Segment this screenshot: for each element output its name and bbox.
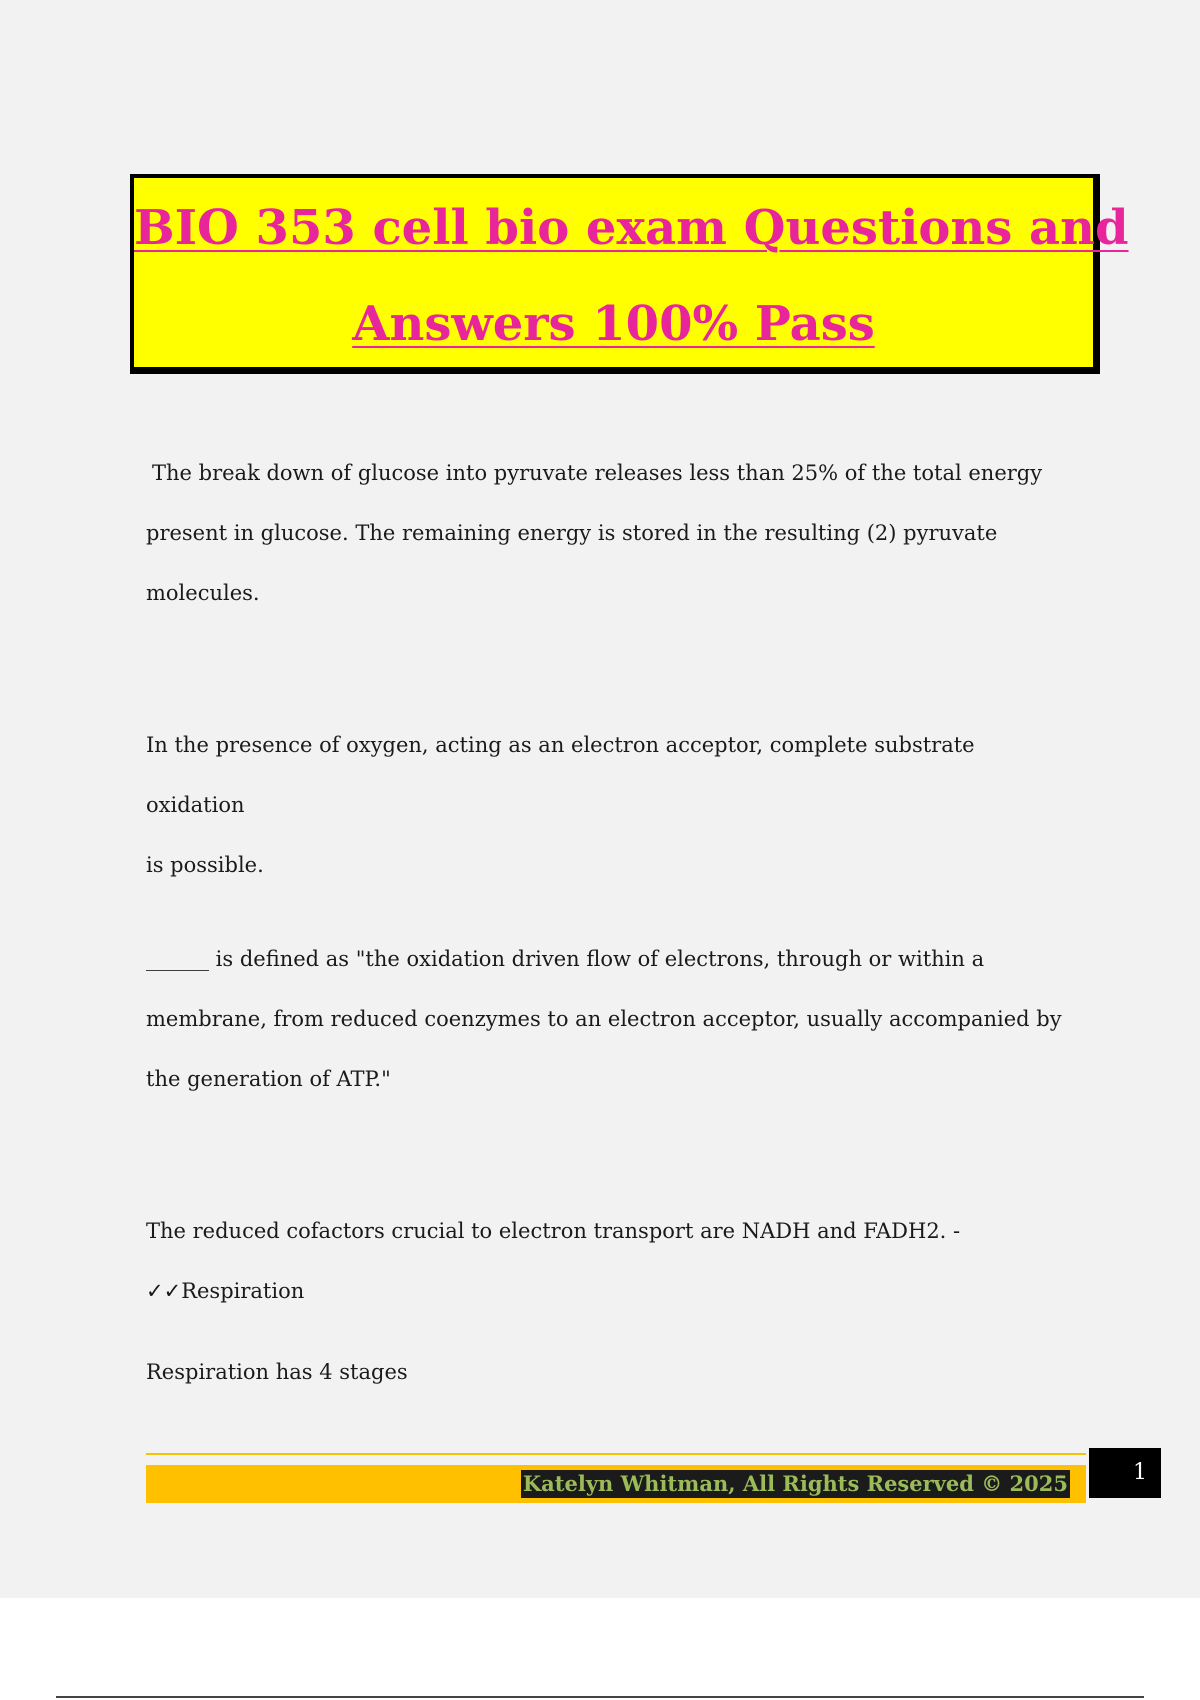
paragraph-line: ______ is defined as "the oxidation driven flow of electrons, through or within a [146,947,985,971]
paragraph-line: The break down of glucose into pyruvate releases less than 25% of the total energy [152,461,1043,485]
footer-band [146,1465,1086,1503]
footer-rule [146,1453,1086,1455]
paragraph-oxygen-acceptor [146,715,1076,895]
title-box [130,174,1129,374]
paragraph-line: the generation of ATP." [146,1067,391,1091]
paragraph-line: The reduced cofactors crucial to electron transport are NADH and FADH2. - [146,1219,961,1243]
footer-copyright: Katelyn Whitman, All Rights Reserved © 2025 [522,1471,1068,1496]
paragraph-glucose-breakdown [146,443,1076,623]
page-number: 1 [1089,1448,1161,1498]
paragraph-line: Respiration has 4 stages [146,1360,408,1384]
paragraph-line: In the presence of oxygen, acting as an electron acceptor, complete substrate oxidation [146,733,975,817]
title-line-2: Answers 100% Pass [352,296,875,352]
title-line-1: BIO 353 cell bio exam Questions and [134,200,1129,256]
paragraph-line: is possible. [146,853,264,877]
paragraph-definition-question [146,929,1076,1109]
paragraph-reduced-cofactors [146,1201,1076,1321]
paragraph-line: present in glucose. The remaining energy is stored in the resulting (2) pyruvate [146,521,998,545]
paragraph-line: membrane, from reduced coenzymes to an electron acceptor, usually accompanied by [146,1007,1062,1031]
paragraph-respiration-stages [146,1342,1076,1402]
paragraph-line: molecules. [146,581,260,605]
answer-line: ✓✓Respiration [146,1279,305,1303]
page-separator-line [56,1696,1144,1698]
